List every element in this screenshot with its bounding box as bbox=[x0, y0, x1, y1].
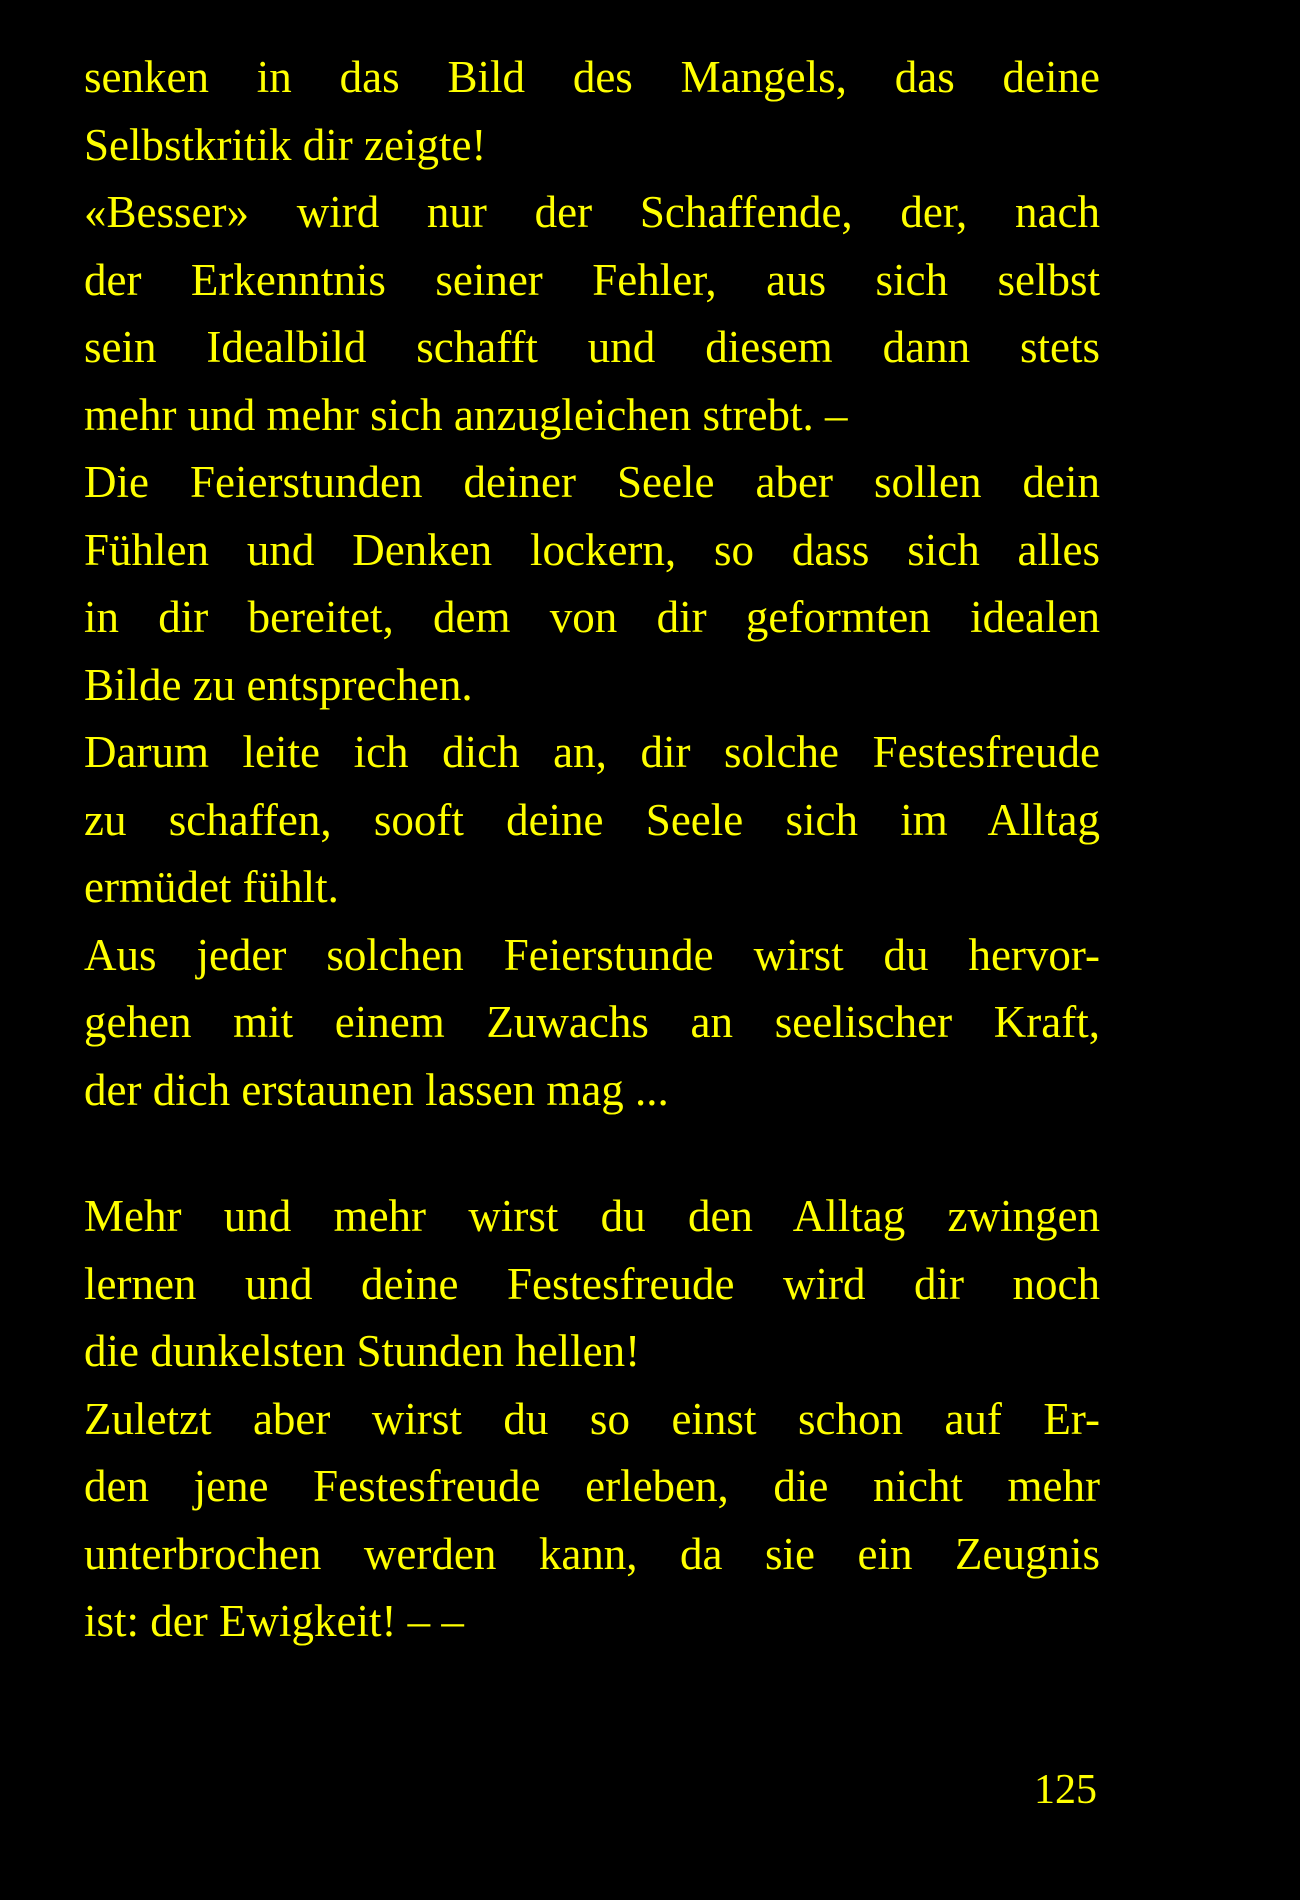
text-line: Bilde zu entsprechen. bbox=[84, 659, 473, 710]
text-line: senken in das Bild des Mangels, das deine bbox=[84, 52, 1100, 102]
paragraph bbox=[84, 44, 1100, 179]
text-line: lernen und deine Festesfreude wird dir noch bbox=[84, 1258, 1100, 1309]
text-line: Fühlen und Denken lockern, so dass sich alles bbox=[84, 524, 1100, 575]
text-line: ist: der Ewigkeit! – – bbox=[84, 1596, 464, 1646]
text-line: Zuletzt aber wirst du so einst schon auf Er- bbox=[84, 1393, 1100, 1444]
paragraph bbox=[84, 922, 1100, 1125]
paragraph bbox=[84, 1183, 1100, 1386]
text-line: mehr und mehr sich anzugleichen strebt. – bbox=[84, 389, 848, 440]
paragraph bbox=[84, 1386, 1100, 1656]
paragraph bbox=[84, 719, 1100, 922]
text-line: Aus jeder solchen Feierstunde wirst du hervor- bbox=[84, 929, 1100, 980]
text-line: der Erkenntnis seiner Fehler, aus sich selbst bbox=[84, 254, 1100, 305]
paragraph bbox=[84, 179, 1100, 449]
text-line: Selbstkritik dir zeigte! bbox=[84, 119, 487, 170]
text-section-top bbox=[84, 44, 1100, 1124]
text-line: unterbrochen werden kann, da sie ein Zeugnis bbox=[84, 1528, 1100, 1579]
text-line: ermüdet fühlt. bbox=[84, 862, 339, 912]
page-number: 125 bbox=[1034, 1767, 1097, 1813]
text-line: die dunkelsten Stunden hellen! bbox=[84, 1326, 641, 1376]
text-line: in dir bereitet, dem von dir geformten idealen bbox=[84, 592, 1100, 642]
text-line: gehen mit einem Zuwachs an seelischer Kraft, bbox=[84, 997, 1100, 1047]
paragraph bbox=[84, 449, 1100, 719]
text-line: Die Feierstunden deiner Seele aber sollen dein bbox=[84, 457, 1100, 507]
text-line: den jene Festesfreude erleben, die nicht mehr bbox=[84, 1461, 1100, 1511]
text-line: Mehr und mehr wirst du den Alltag zwingen bbox=[84, 1191, 1100, 1241]
text-line: der dich erstaunen lassen mag ... bbox=[84, 1064, 669, 1115]
text-line: «Besser» wird nur der Schaffende, der, nach bbox=[84, 187, 1100, 237]
text-line: Darum leite ich dich an, dir solche Festesfreude bbox=[84, 727, 1100, 777]
text-section-bottom bbox=[84, 1183, 1100, 1656]
text-line: sein Idealbild schafft und diesem dann stets bbox=[84, 322, 1100, 372]
text-line: zu schaffen, sooft deine Seele sich im Alltag bbox=[84, 794, 1100, 845]
